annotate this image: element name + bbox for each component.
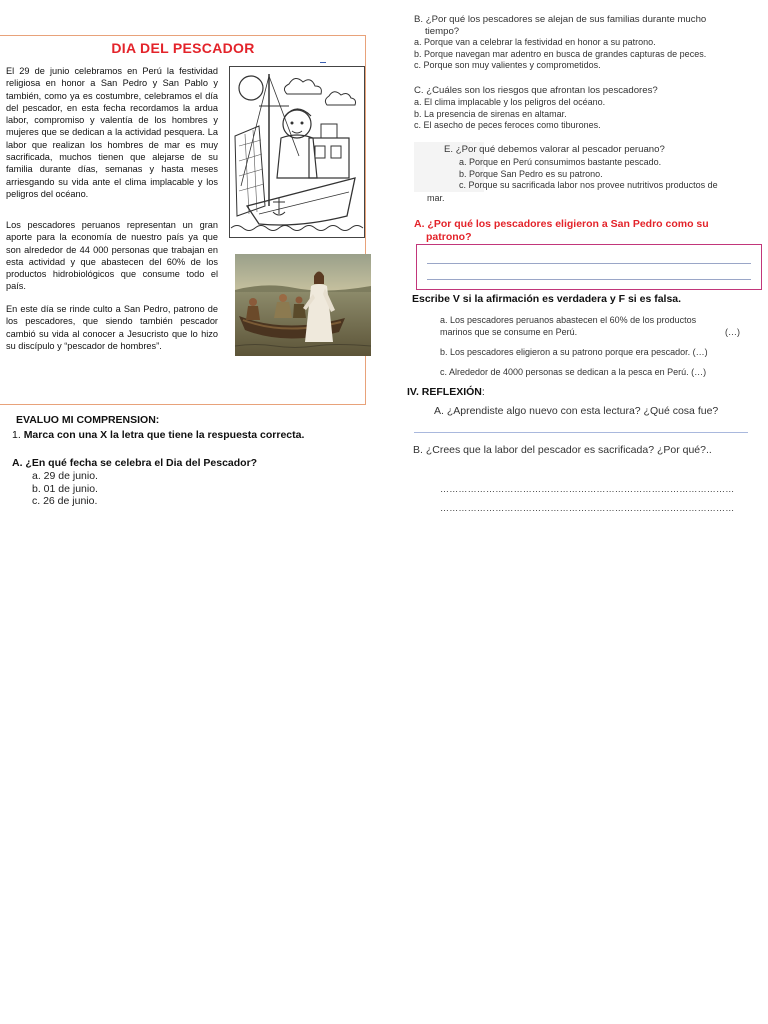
option-b-a[interactable]: a. Porque van a celebrar la festividad en honor a su patrono. [414,37,656,47]
true-false-a-line1: a. Los pescadores peruanos abastecen el 60% de los productos [440,315,697,325]
reflexion-heading: IV. REFLEXIÓN [407,386,482,398]
true-false-a-line2: marinos que se consume en Perú. [440,326,578,337]
true-false-a-line2-row [440,327,740,339]
open-question-patron [414,218,709,243]
reading-title: DIA DEL PESCADOR [111,40,255,56]
question-b-line1: B. ¿Por qué los pescadores se alejan de sus familias durante mucho [414,14,707,25]
option-b[interactable]: b. 01 de junio. [32,482,98,495]
question-e-continuation: mar. [427,193,445,203]
reading-title-underline [320,62,326,63]
true-false-c[interactable]: c. Alrededor de 4000 personas se dedican a la pesca en Perú. (…) [440,367,707,377]
option-c-b[interactable]: b. La presencia de sirenas en altamar. [414,108,567,119]
true-false-b[interactable]: b. Los pescadores eligieron a su patrono porque era pescador. (…) [440,347,708,357]
question-c: C. ¿Cuáles son los riesgos que afrontan los pescadores? [414,85,658,96]
option-e-b[interactable]: b. Porque San Pedro es su patrono. [459,168,603,179]
reflexion-heading-row [407,386,485,398]
question-e-options [459,157,718,192]
option-c-a[interactable]: a. El clima implacable y los peligros del océano. [414,97,606,107]
reading-paragraph-2: Los pescadores peruanos representan un gran aporte para la economía de nuestro país ya que son alrededor de 44 000 personas que trabajan en esta actividad y que abastecen del 60% de los productos hidrobiológicos que consume todo el país. [6,220,218,292]
reading-paragraph-1: El 29 de junio celebramos en Perú la festividad religiosa en honor a San Pedro y San Pablo y también, como ya es costumbre, celebramos el día del pescador, en esta fecha recordamos la ardua labor, compromiso y valentía de los hombres y mujeres que se dedican a la actividad pesquera. La labor que realizan los hombres de mar es muy sacrificada, muchos tienen que alejarse de su familia durante días, semanas y hasta meses arriesgando su vida ante el clima implacable y los peligros del océano. [6,66,218,199]
option-c-c[interactable]: c. El asecho de peces feroces como tiburones. [414,120,601,130]
reflexion-question-a: A. ¿Aprendiste algo nuevo con esta lectura? ¿Qué cosa fue? [434,405,719,417]
jesus-fishermen-painting [235,254,371,356]
answer-box[interactable] [416,244,762,290]
reflexion-question-b: B. ¿Crees que la labor del pescador es sacrificada? ¿Por qué?.. [413,444,712,456]
question-b-line2: tiempo? [425,25,460,37]
reflexion-dots-2[interactable]: …………………………………………………………………………………… [440,503,735,513]
reflexion-colon: : [481,386,485,398]
instruction-line [12,429,304,441]
question-c-options [414,97,605,132]
option-b-b[interactable]: b. Porque navegan mar adentro en busca de grandes capturas de peces. [414,48,707,59]
true-false-heading: Escribe V si la afirmación es verdadera y F si es falsa. [412,293,682,305]
question-date-options [32,470,98,508]
option-a[interactable]: a. 29 de junio. [32,470,98,482]
evaluation-heading: EVALUO MI COMPRENSION: [16,414,160,426]
open-question-line2: patrono? [426,230,472,243]
option-c[interactable]: c. 26 de junio. [32,495,98,507]
question-date: A. ¿En qué fecha se celebra el Dia del Pescador? [12,457,258,469]
reading-paragraph-3: En este día se rinde culto a San Pedro, patrono de los pescadores, que siendo también pescador cambió su vida al conocer a Jesucristo que lo hizo su discípulo y “pescador de hombres”. [6,304,218,351]
option-e-a[interactable]: a. Porque en Perú consumimos bastante pescado. [459,157,662,167]
open-question-line1: A. ¿Por qué los pescadores eligieron a San Pedro como su [414,218,709,230]
question-b [414,14,706,37]
question-e: E. ¿Por qué debemos valorar al pescador peruano? [444,144,665,155]
true-false-a [440,315,740,338]
true-false-a-blank[interactable]: (…) [725,326,740,337]
reflexion-answer-line[interactable] [414,432,748,433]
answer-line-2 [427,279,751,280]
instruction-text: Marca con una X la letra que tiene la respuesta correcta. [23,429,305,441]
instruction-number: 1. [12,429,21,441]
option-b-c[interactable]: c. Porque son muy valientes y comprometidos. [414,60,601,70]
fisherman-coloring-illustration [229,66,365,238]
question-b-options [414,37,706,72]
answer-line-1 [427,263,751,264]
reflexion-dots-1[interactable]: …………………………………………………………………………………… [440,484,735,494]
option-e-c[interactable]: c. Porque su sacrificada labor nos provee nutritivos productos de [459,180,718,190]
